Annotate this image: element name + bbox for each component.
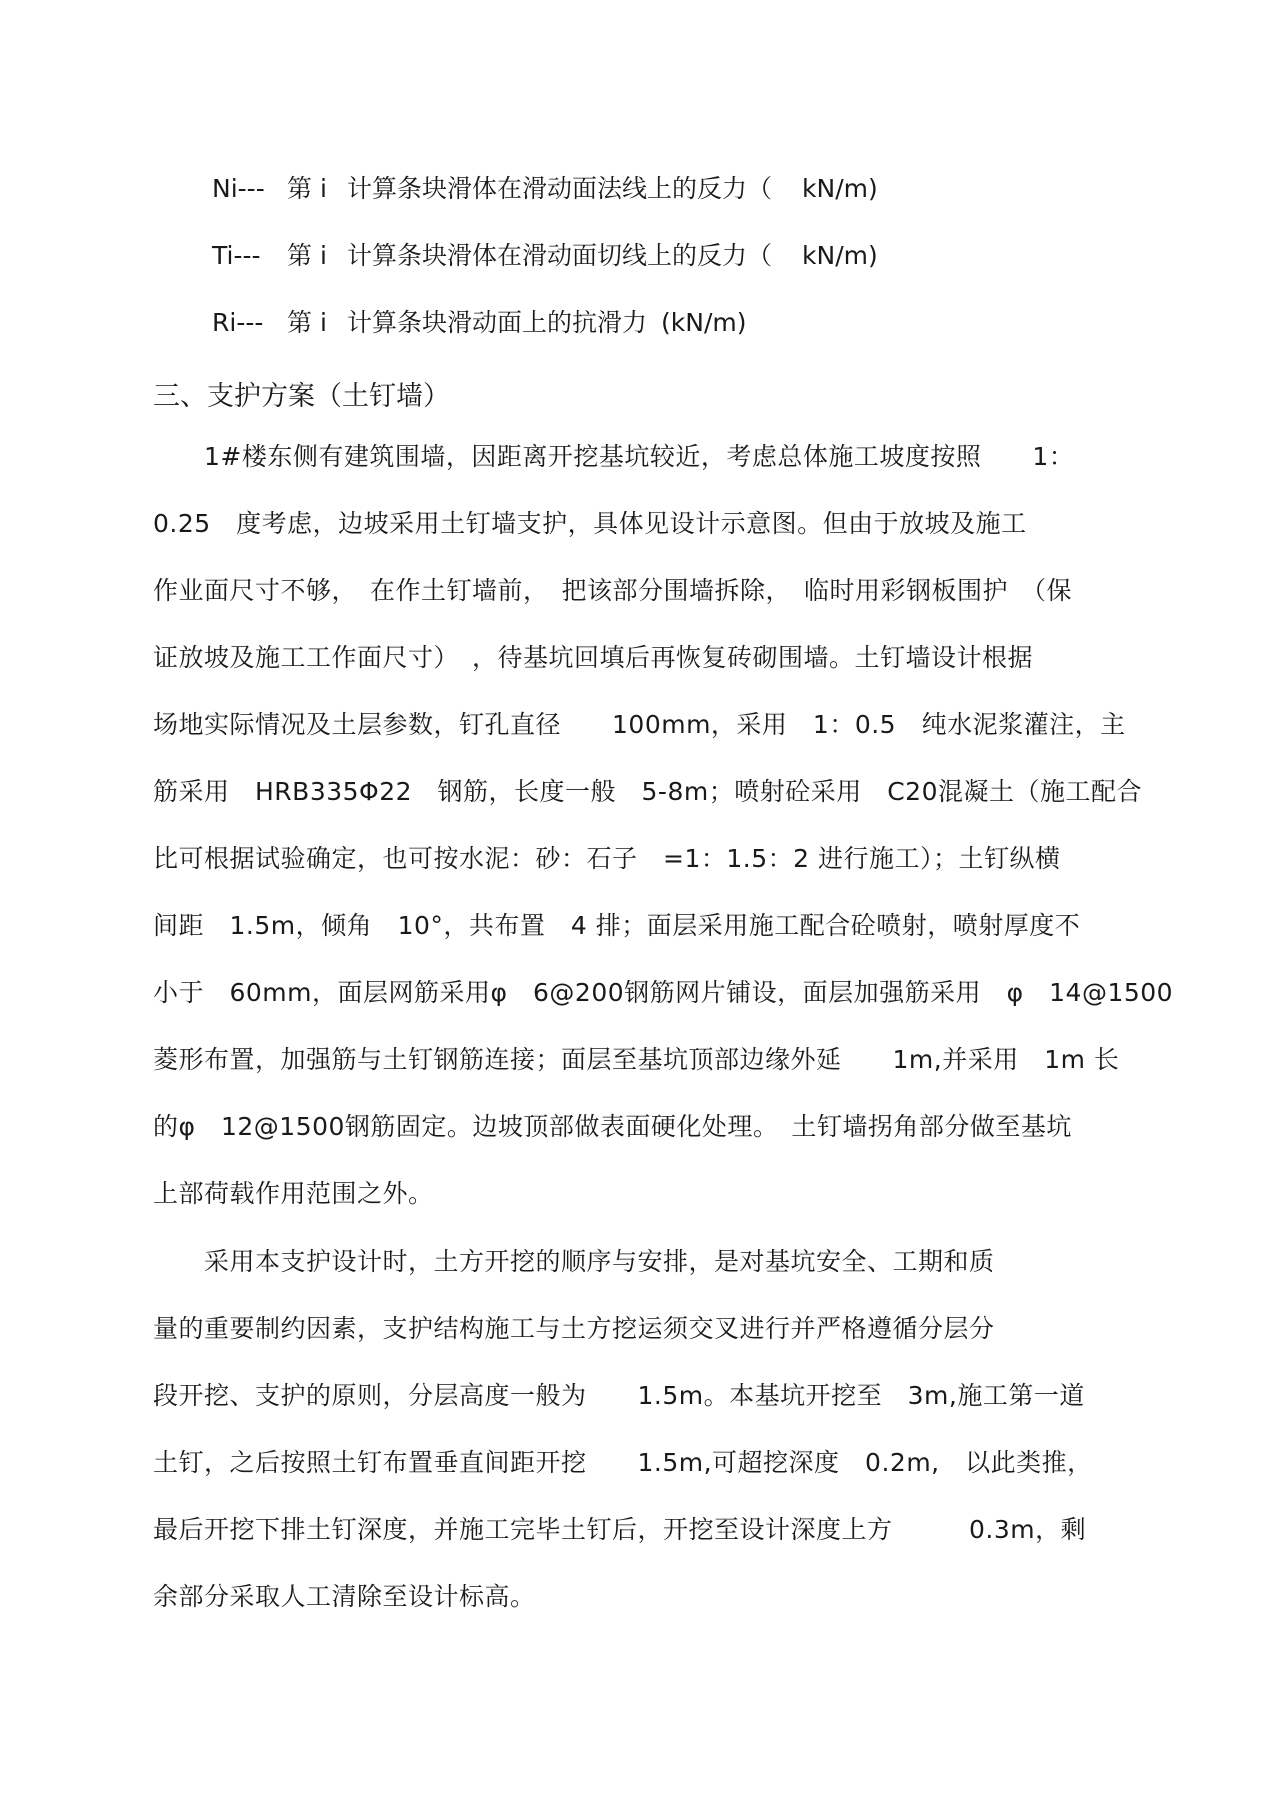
definition-text: 计算条块滑体在滑动面法线上的反力（ <box>347 174 773 203</box>
definition-symbol: Ni--- <box>212 174 265 203</box>
definition-index: 第 i <box>287 308 327 337</box>
definition-unit: kN/m) <box>802 174 878 203</box>
paragraph-line: 菱形布置，加强筋与土钉钢筋连接；面层至基坑顶部边缘外延 1m,并采用 1m 长 <box>153 1045 1120 1074</box>
paragraph-line: 场地实际情况及土层参数，钉孔直径 100mm，采用 1：0.5 纯水泥浆灌注，主 <box>153 710 1126 739</box>
definition-ti <box>212 239 878 273</box>
paragraph-line: 证放坡及施工工作面尺寸） ，待基坑回填后再恢复砖砌围墙。土钉墙设计根据 <box>153 643 1034 672</box>
paragraph-line: 小于 60mm，面层网筋采用φ 6@200钢筋网片铺设，面层加强筋采用 φ 14@1500 <box>153 978 1174 1007</box>
paragraph-line: 1#楼东侧有建筑围墙，因距离开挖基坑较近，考虑总体施工坡度按照 1： <box>153 442 1075 471</box>
paragraph-line: 量的重要制约因素，支护结构施工与土方挖运须交叉进行并严格遵循分层分 <box>153 1314 995 1343</box>
definition-index: 第 i <box>287 241 327 270</box>
definition-unit: kN/m) <box>802 241 878 270</box>
paragraph-line: 的φ 12@1500钢筋固定。边坡顶部做表面硬化处理。 土钉墙拐角部分做至基坑 <box>153 1112 1072 1141</box>
paragraph-line: 筋采用 HRB335Φ22 钢筋，长度一般 5-8m；喷射砼采用 C20混凝土（施工配合 <box>153 777 1142 806</box>
paragraph-line: 比可根据试验确定，也可按水泥：砂：石子 =1：1.5：2 进行施工）；土钉纵横 <box>153 844 1061 873</box>
definition-unit: (kN/m) <box>661 308 747 337</box>
paragraph-line: 土钉，之后按照土钉布置垂直间距开挖 1.5m,可超挖深度 0.2m, 以此类推， <box>153 1448 1093 1477</box>
paragraph-line: 作业面尺寸不够， 在作土钉墙前， 把该部分围墙拆除， 临时用彩钢板围护 （保 <box>153 576 1073 605</box>
paragraph-line: 余部分采取人工清除至设计标高。 <box>153 1582 536 1611</box>
definition-symbol: Ri--- <box>212 308 264 337</box>
paragraph-line: 采用本支护设计时，土方开挖的顺序与安排，是对基坑安全、工期和质 <box>153 1247 995 1276</box>
paragraph-line: 最后开挖下排土钉深度，并施工完毕土钉后，开挖至设计深度上方 0.3m，剩 <box>153 1515 1087 1544</box>
paragraph-line: 段开挖、支护的原则，分层高度一般为 1.5m。本基坑开挖至 3m,施工第一道 <box>153 1381 1085 1410</box>
paragraph-line: 间距 1.5m，倾角 10°，共布置 4 排；面层采用施工配合砼喷射，喷射厚度不 <box>153 911 1081 940</box>
definition-ri <box>212 306 746 340</box>
paragraph-line: 0.25 度考虑，边坡采用土钉墙支护，具体见设计示意图。但由于放坡及施工 <box>153 509 1027 538</box>
definition-text: 计算条块滑动面上的抗滑力 <box>347 308 648 337</box>
paragraph-line: 上部荷载作用范围之外。 <box>153 1179 434 1208</box>
definition-ni <box>212 172 878 206</box>
definition-text: 计算条块滑体在滑动面切线上的反力（ <box>347 241 773 270</box>
definition-symbol: Ti--- <box>212 241 261 270</box>
definition-index: 第 i <box>287 174 327 203</box>
section-heading: 三、支护方案（土钉墙） <box>153 381 450 412</box>
